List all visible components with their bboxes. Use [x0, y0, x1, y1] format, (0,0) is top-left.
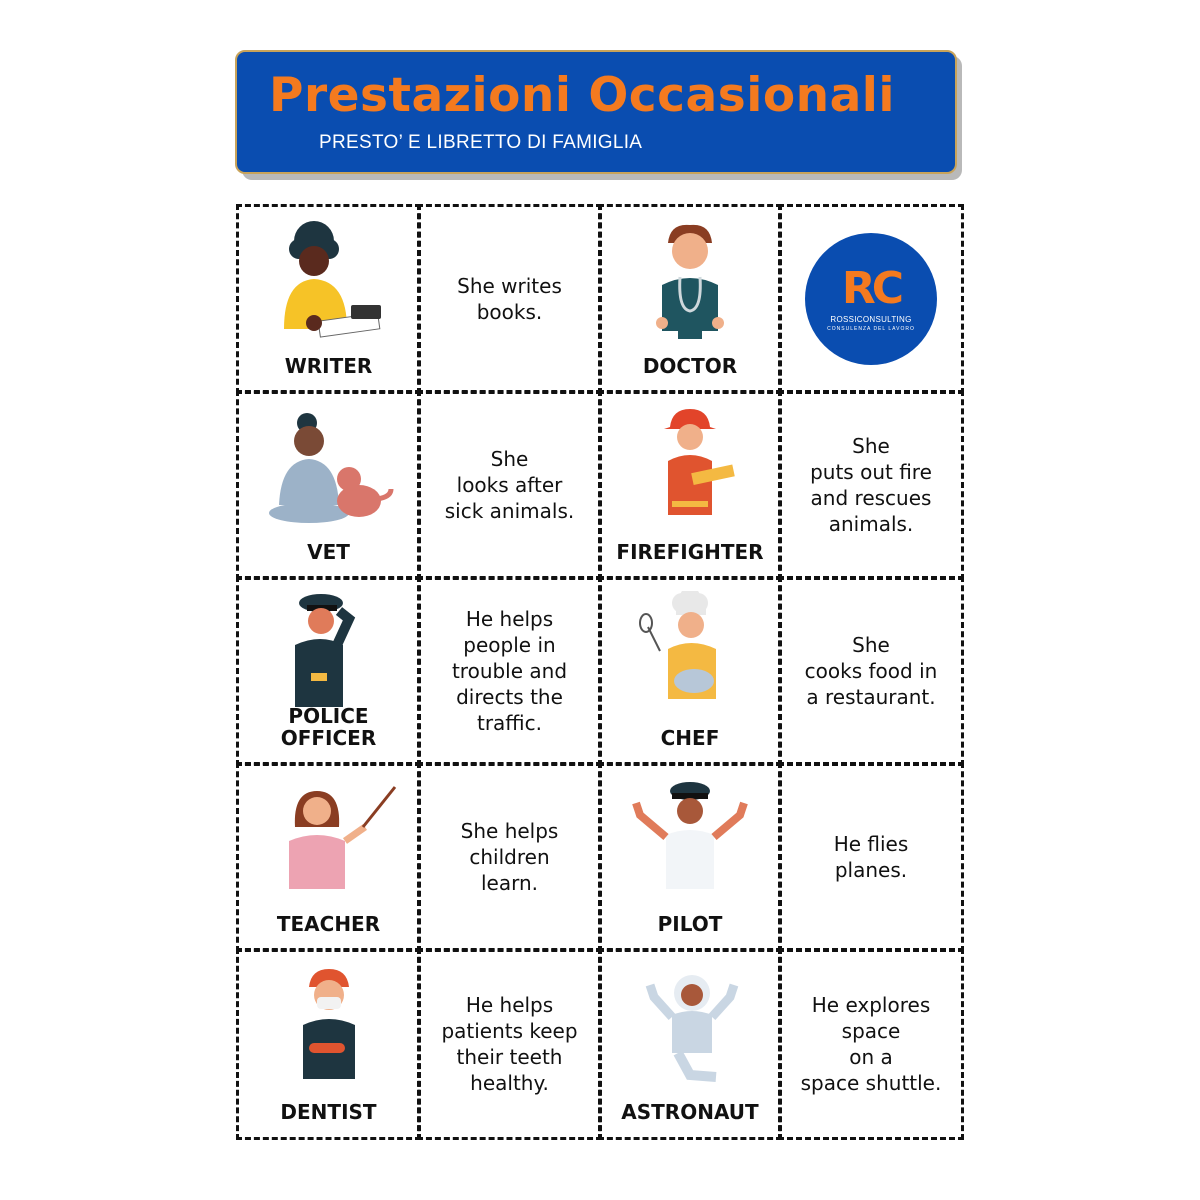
job-label: DOCTOR — [642, 353, 738, 378]
job-label: ASTRONAUT — [621, 1099, 759, 1124]
astronaut-icon — [620, 963, 760, 1083]
card-astronaut-image — [598, 948, 782, 1140]
company-logo — [805, 233, 937, 365]
card-writer-image — [236, 204, 421, 394]
job-label: VET — [307, 539, 350, 564]
card-dentist-image — [236, 948, 421, 1140]
page-subtitle: PRESTO’ E LIBRETTO DI FAMIGLIA — [319, 132, 643, 153]
header-banner — [235, 50, 957, 174]
logo-mark: RC — [841, 262, 901, 314]
job-label: POLICE OFFICER — [280, 703, 377, 750]
card-firefighter-image — [598, 390, 782, 580]
card-doctor-image — [598, 204, 782, 394]
job-label: PILOT — [657, 911, 723, 936]
job-label: WRITER — [284, 353, 373, 378]
card-chef-description — [778, 576, 964, 766]
card-chef-image — [598, 576, 782, 766]
job-description: She puts out fire and rescues animals. — [810, 434, 932, 536]
job-cards-grid — [238, 206, 962, 1138]
vet-icon — [259, 405, 399, 525]
job-label: FIREFIGHTER — [616, 539, 764, 564]
page-title: Prestazioni Occasionali — [269, 68, 896, 123]
firefighter-icon — [620, 405, 760, 525]
card-vet-description — [417, 390, 602, 580]
job-description: She helps children learn. — [460, 819, 559, 895]
writer-icon — [259, 219, 399, 339]
dentist-icon — [259, 963, 399, 1083]
job-description: He helps patients keep their teeth healthy. — [441, 993, 578, 1095]
card-firefighter-description — [778, 390, 964, 580]
pilot-icon — [620, 777, 760, 897]
job-description: He helps people in trouble and directs the traffic. — [451, 607, 568, 735]
card-pilot-image — [598, 762, 782, 952]
company-logo-card — [778, 204, 964, 394]
job-description: She cooks food in a restaurant. — [804, 633, 938, 709]
police-officer-icon — [259, 591, 399, 711]
chef-icon — [620, 591, 760, 711]
logo-name: ROSSICONSULTING — [830, 314, 912, 324]
job-label: TEACHER — [276, 911, 381, 936]
job-description: She looks after sick animals. — [444, 447, 575, 523]
card-teacher-description — [417, 762, 602, 952]
card-police-officer-description — [417, 576, 602, 766]
teacher-icon — [259, 777, 399, 897]
card-vet-image — [236, 390, 421, 580]
card-dentist-description — [417, 948, 602, 1140]
card-writer-description — [417, 204, 602, 394]
card-teacher-image — [236, 762, 421, 952]
job-description: She writes books. — [457, 274, 562, 324]
job-label: DENTIST — [280, 1099, 377, 1124]
job-description: He explores space on a space shuttle. — [800, 993, 942, 1095]
card-police-officer-image — [236, 576, 421, 766]
logo-tagline: CONSULENZA DEL LAVORO — [827, 325, 915, 332]
job-label: CHEF — [660, 725, 720, 750]
doctor-icon — [620, 219, 760, 339]
card-astronaut-description — [778, 948, 964, 1140]
job-description: He flies planes. — [833, 832, 909, 882]
card-pilot-description — [778, 762, 964, 952]
